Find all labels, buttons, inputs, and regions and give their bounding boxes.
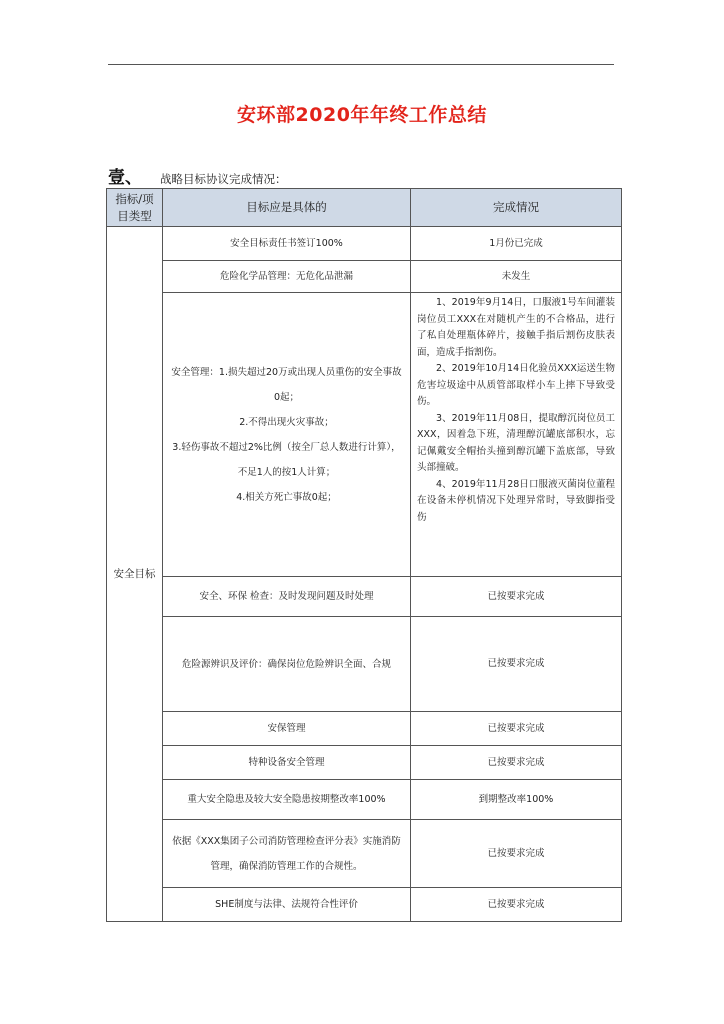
- target-text: 依据《XXX集团子公司消防管理检查评分表》实施消防管理，确保消防管理工作的合规性。: [172, 835, 401, 872]
- target-line: 安全管理：1.损失超过20万或出现人员重伤的安全事故0起；: [171, 366, 402, 403]
- target-cell: 重大安全隐患及较大安全隐患按期整改率100%: [163, 780, 411, 820]
- target-cell: 危险化学品管理：无危化品泄漏: [163, 261, 411, 293]
- status-cell: 已按要求完成: [411, 820, 622, 888]
- incident-paragraph: 1、2019年9月14日，口服液1号车间灌装岗位员工XXX在对随机产生的不合格品，进行了私自处理瓶体碎片，接触手指后割伤皮肤表面，造成手指割伤。: [417, 297, 615, 358]
- table-row: [107, 888, 622, 922]
- header-status: 完成情况: [411, 189, 622, 227]
- target-cell: [163, 617, 411, 712]
- section-number: 壹、: [108, 168, 142, 188]
- target-cell: 特种设备安全管理: [163, 746, 411, 780]
- target-cell: 安全、环保 检查：及时发现问题及时处理: [163, 577, 411, 617]
- target-cell: 安全目标责任书签订100%: [163, 227, 411, 261]
- table-row: [107, 712, 622, 746]
- status-cell-incidents: [411, 293, 622, 577]
- category-cell: 安全目标: [107, 227, 163, 922]
- status-cell: 已按要求完成: [411, 617, 622, 712]
- table-row: [107, 293, 622, 577]
- target-line: 3.轻伤事故不超过2%比例（按全厂总人数进行计算），不足1人的按1人计算；: [172, 441, 401, 478]
- status-cell: 已按要求完成: [411, 746, 622, 780]
- target-cell: 安保管理: [163, 712, 411, 746]
- table-row: [107, 746, 622, 780]
- table-row: [107, 577, 622, 617]
- status-cell: 未发生: [411, 261, 622, 293]
- status-cell: 1月份已完成: [411, 227, 622, 261]
- table-header-row: [107, 189, 622, 227]
- incident-paragraph: 2、2019年10月14日化验员XXX运送生物危害垃圾途中从质管部取样小车上摔下导致受伤。: [417, 363, 615, 407]
- table-row: [107, 820, 622, 888]
- header-rule: [108, 64, 614, 65]
- target-cell: [163, 820, 411, 888]
- section-heading: [108, 168, 287, 188]
- header-target: 目标应是具体的: [163, 189, 411, 227]
- table-row: [107, 780, 622, 820]
- table-row: [107, 261, 622, 293]
- target-cell: SHE制度与法律、法规符合性评价: [163, 888, 411, 922]
- target-cell-safety-management: [163, 293, 411, 577]
- target-text: 危险源辨识及评价：确保岗位危险辨识全面、合规: [181, 658, 391, 670]
- status-cell: 已按要求完成: [411, 712, 622, 746]
- target-line: 4.相关方死亡事故0起；: [236, 491, 337, 503]
- header-indicator-type: 指标/项目类型: [107, 189, 163, 227]
- section-text: 战略目标协议完成情况：: [160, 172, 287, 186]
- document-title: 安环部2020年年终工作总结: [237, 104, 487, 126]
- table-row: [107, 617, 622, 712]
- status-cell: 到期整改率100%: [411, 780, 622, 820]
- goal-summary-table: [106, 188, 622, 922]
- incident-paragraph: 4、2019年11月28日口服液灭菌岗位董程在设备未停机情况下处理异常时，导致脚指受伤: [417, 478, 615, 523]
- status-cell: 已按要求完成: [411, 577, 622, 617]
- table-row: [107, 227, 622, 261]
- target-line: 2.不得出现火灾事故；: [239, 416, 334, 428]
- status-cell: 已按要求完成: [411, 888, 622, 922]
- incident-paragraph: 3、2019年11月08日，提取醇沉岗位员工XXX，因着急下班，清理醇沉罐底部积水，忘记佩戴安全帽抬头撞到醇沉罐下盖底部，导致头部撞破。: [417, 412, 615, 473]
